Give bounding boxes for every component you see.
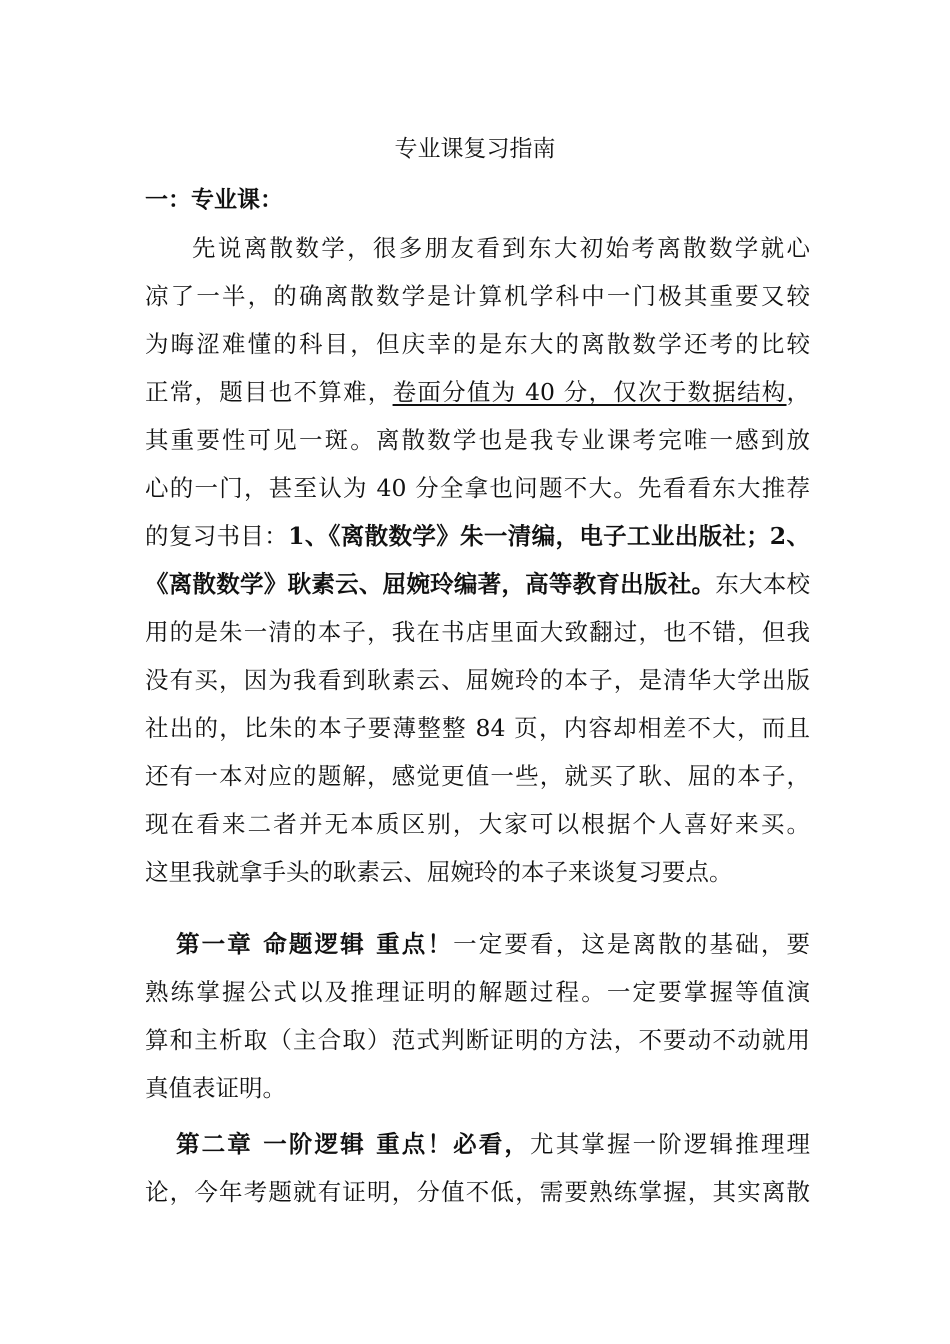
text-line	[145, 1120, 810, 1168]
text-span: 的复习书目：	[145, 522, 289, 550]
text-line: 还有一本对应的题解，感觉更值一些，就买了耿、屈的本子，	[145, 762, 810, 790]
paragraph-discrete-math-intro	[145, 224, 810, 896]
paragraph-chapter-two	[145, 1120, 810, 1216]
text-line: 现在看来二者并无本质区别，大家可以根据个人喜好来买。	[145, 810, 810, 838]
text-line: 为晦涩难懂的科目，但庆幸的是东大的离散数学还考的比较	[145, 330, 810, 358]
text-line: 凉了一半，的确离散数学是计算机学科中一门极其重要又较	[145, 282, 810, 310]
text-line: 论，今年考题就有证明，分值不低，需要熟练掌握，其实离散	[145, 1178, 810, 1206]
text-span: 一定要看，这是离散的基础，要	[453, 930, 810, 958]
text-span: ，	[786, 378, 811, 406]
text-line: 熟练掌握公式以及推理证明的解题过程。一定要掌握等值演	[145, 978, 810, 1006]
text-line	[145, 560, 810, 608]
text-line: 先说离散数学，很多朋友看到东大初始考离散数学就心	[192, 234, 810, 262]
document-title: 专业课复习指南	[394, 136, 556, 162]
text-span: 东大本校	[715, 570, 811, 598]
text-line: 社出的，比朱的本子要薄整整 84 页，内容却相差不大，而且	[145, 714, 810, 742]
underlined-text: 卷面分值为 40 分，仅次于数据结构	[392, 378, 787, 406]
text-line	[145, 920, 810, 968]
text-span: 正常，题目也不算难，	[145, 378, 393, 406]
text-line: 这里我就拿手头的耿素云、屈婉玲的本子来谈复习要点。	[145, 858, 733, 886]
text-span: 尤其掌握一阶逻辑推理理	[530, 1130, 810, 1158]
paragraph-chapter-one	[145, 920, 810, 1112]
text-line	[145, 368, 810, 416]
text-line: 没有买，因为我看到耿素云、屈婉玲的本子，是清华大学出版	[145, 666, 810, 694]
section-heading: 一：专业课：	[145, 186, 283, 213]
bold-text: 第二章 一阶逻辑 重点！必看，	[176, 1130, 531, 1158]
bold-text: 《离散数学》耿素云、屈婉玲编著，高等教育出版社。	[145, 570, 716, 598]
text-line: 算和主析取（主合取）范式判断证明的方法，不要动不动就用	[145, 1026, 810, 1054]
text-line: 用的是朱一清的本子，我在书店里面大致翻过，也不错，但我	[145, 618, 810, 646]
text-line: 真值表证明。	[145, 1074, 286, 1102]
text-line: 其重要性可见一斑。离散数学也是我专业课考完唯一感到放	[145, 426, 810, 454]
text-line	[145, 512, 810, 560]
bold-text: 1、《离散数学》朱一清编，电子工业出版社；2、	[288, 522, 811, 550]
text-line: 心的一门，甚至认为 40 分全拿也问题不大。先看看东大推荐	[145, 474, 810, 502]
bold-text: 第一章 命题逻辑 重点！	[176, 930, 454, 958]
